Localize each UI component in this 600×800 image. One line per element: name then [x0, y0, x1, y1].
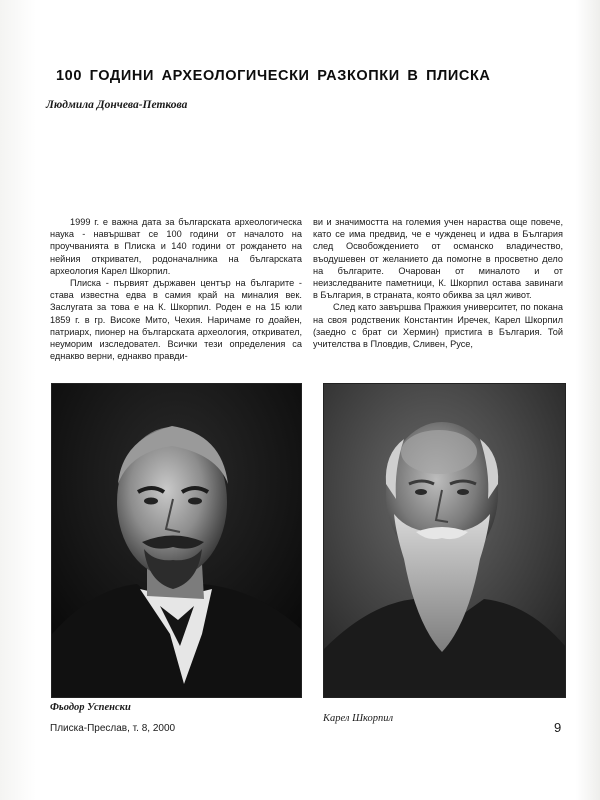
journal-citation: Плиска-Преслав, т. 8, 2000 [50, 723, 176, 734]
portrait-uspensky-photo [51, 383, 302, 698]
text-column-right [313, 216, 563, 350]
caption-skorpil: Карел Шкорпил [323, 713, 394, 724]
text-column-left [50, 216, 302, 362]
portrait-skorpil-photo [323, 383, 566, 698]
paragraph: 1999 г. е важна дата за българската археологическа наука - навършват се 100 години от началото на проучванията в Плиска и 140 години от рождането на нейния откривател, родоначалника на българската археология Карел Шкорпил. [50, 217, 302, 276]
paragraph: Плиска - първият държавен център на българите - става известна едва в самия край на миналия век. Заслугата за това е на К. Шкорпил. Роден е на 15 юли 1859 г. в гр. Високе Мито, Чехия. Наричаме го доайен, патриарх, пионер на българската археология, откривател, неуморим изследовател. Всички тези определения са еднакво верни, еднакво правди- [50, 278, 302, 362]
caption-uspensky: Фьодор Успенски [50, 702, 131, 713]
article-author: Людмила Дончева-Петкова [46, 99, 188, 111]
paragraph: ви и значимостта на големия учен нараства още повече, като се има предвид, че е чужденец и идва в България след Освобождението от османско владичество, въодушевен от желанието да помогне в просветно дело на българите. Очарован от миналото и от неизследваните паметници, К. Шкорпил остава завинаги в България, в страната, която обиква за цял живот. [313, 217, 563, 301]
portrait-skorpil-illustration [324, 384, 565, 697]
article-title: 100 ГОДИНИ АРХЕОЛОГИЧЕСКИ РАЗКОПКИ В ПЛИСКА [56, 68, 491, 84]
portrait-uspensky-illustration [52, 384, 301, 697]
paragraph: След като завършва Пражкия университет, по покана на своя родственик Константин Иречек, Карел Шкорпил (заедно с брат си Хермин) пристига в България. Той учителства в Пловдив, Сливен, Русе, [313, 302, 563, 350]
page-number: 9 [554, 720, 562, 735]
